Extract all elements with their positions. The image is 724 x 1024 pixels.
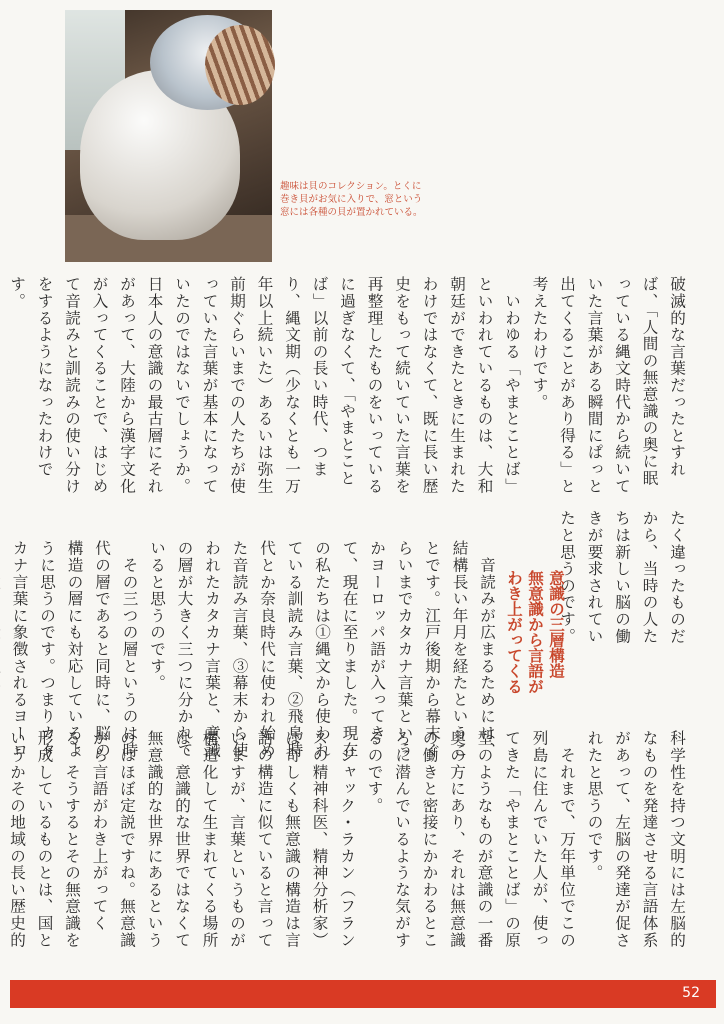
body-text-lower: 科学性を持つ文明には左脳的なものを発達させる言語体系があって、左脳の発達が促されたと思うのです。 それまで、万年単位でこの列島に住んでいた人が、使ってきた「やまとことば」の原型のようなものが意識の一番奥の方にあり、それは無意識の働きと密接にかかわるところに潜んでいるような気がするのです。 ジャック・ラカン（フランスの精神科医、精神分析家）は奇しくも無意識の構造は言語の構造に似ていると言っていますが、言葉というものが構造化して生まれてくる場所は、意識的な世界ではなくて無意識的な世界にあるというのはほぼ定説ですね。無意識から言語がわき上がってくる。そうするとその無意識を形成しているものとは、国というかその地域の長い歴史的 xyxy=(8,730,686,949)
body-text-middle: 音読みが広まるためには、結構長い年月を経たということです。江戸後期から幕末ぐらいまでカタカナ言葉というかヨーロッパ語が入ってきて、現在に至りました。現在の私たちは①縄文から使われている訓読み言葉、②飛鳥時代とか奈良時代に使われ始めた音読み言葉、③幕末から使われたカタカナ言葉と、意識の層が大きく三つに分かれていると思うのです。 その三つの層というのは時代の層であると同時に、脳の構造の層にも対応しているように思うのです。つまりカタカナ言葉に象徴されるヨーロ xyxy=(10,540,496,759)
page-number: 52 xyxy=(682,985,700,1001)
shell-collection-photo xyxy=(65,10,272,262)
body-text-upper: 破滅的な言葉だったとすれば、「人間の無意識の奥に眠っている縄文時代から続いていた言葉がある瞬間にぱっと出てくることがあり得る」と考えたわけです。 いわゆる「やまとことば」といわれているものは、大和朝廷ができたときに生まれたわけではなくて、既に長い歴史をもって続いていた言葉を再整理したものをいっているに過ぎなくて、「やまとことば」以前の長い時代、つまり、縄文期（少なくとも一万年以上続いた）あるいは弥生前期ぐらいまでの人たちが使っていた言葉が基本になっていたのではないでしょうか。日本人の意識の最古層にそれがあって、大陸から漢字文化が入ってくることで、はじめて音読みと訓読みの使い分けをするようになったわけです。 xyxy=(8,276,686,495)
section-heading: 意識の三層構造 無意識から言語が わき上がってくる xyxy=(505,570,565,694)
footer-bar xyxy=(10,980,716,1008)
nautilus-shell xyxy=(205,25,275,105)
body-text-middle-right: たく違ったものだから、当時の人たちは新しい脳の働きが要求されていたと思うのです。 xyxy=(558,510,686,645)
photo-caption: 趣味は貝のコレクション。とくに巻き貝がお気に入りで、窓という窓には各種の貝が置かれている。 xyxy=(280,181,423,218)
